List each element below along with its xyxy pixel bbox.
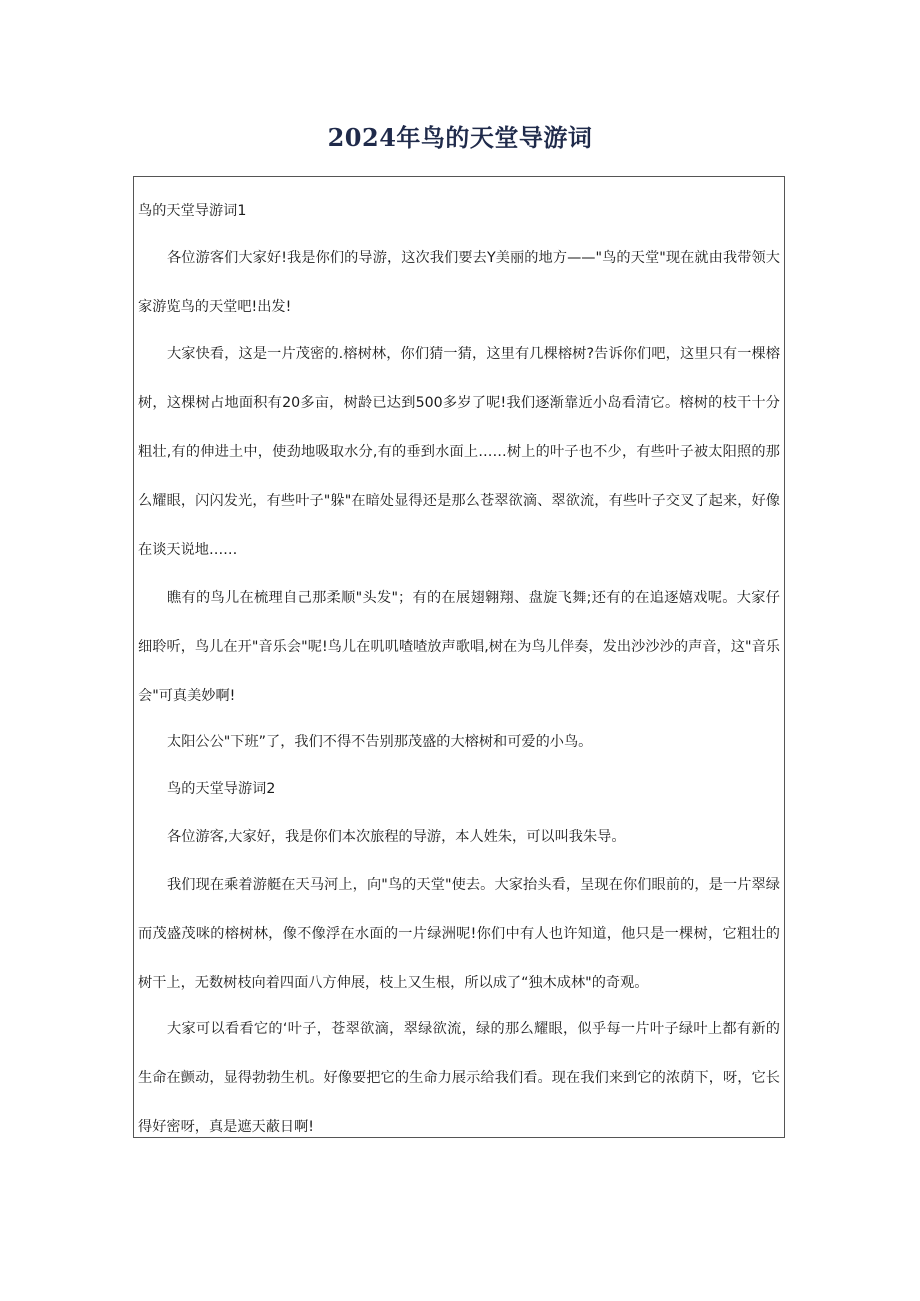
section-heading-1: 鸟的天堂导游词1 — [138, 203, 247, 219]
paragraph-5: 各位游客,大家好，我是你们本次旅程的导游，本人姓朱，可以叫我朱导。 — [167, 829, 626, 845]
paragraph-2: 大家快看，这是一片茂密的.榕树林，你们猜一猜，这里有几棵榕树?告诉你们吧，这里只有一棵榕树，这棵树占地面积有20多亩，树龄已达到500多岁了呢!我们逐渐靠近小岛看清它。榕树的枝干十分粗壮,有的伸进土中，使劲地吸取水分,有的垂到水面上……树上的叶子也不少，有些叶子被太阳照的那么耀眼，闪闪发光，有些叶子"躲"在暗处显得还是那么苍翠欲滴、翠欲流，有些叶子交叉了起来，好像在谈天说地…… — [138, 346, 780, 558]
paragraph-1: 各位游客们大家好!我是你们的导游，这次我们要去Y美丽的地方——"鸟的天堂"现在就由我带领大家游览鸟的天堂吧!出发! — [138, 250, 780, 315]
paragraph-4: 太阳公公"下班”了，我们不得不告别那茂盛的大榕树和可爱的小鸟。 — [167, 734, 593, 750]
paragraph-6: 我们现在乘着游艇在天马河上，向"鸟的天堂"使去。大家抬头看，呈现在你们眼前的，是一片翠绿而茂盛茂咪的榕树林，像不像浮在水面的一片绿洲呢!你们中有人也许知道，他只是一棵树，它粗壮的树干上，无数树枝向着四面八方伸展，枝上又生根，所以成了“独木成林"的奇观。 — [138, 877, 780, 991]
paragraph-7: 大家可以看看它的‘叶子，苍翠欲滴，翠绿欲流，绿的那么耀眼，似乎每一片叶子绿叶上都有新的生命在颤动，显得勃勃生机。好像要把它的生命力展示给我们看。现在我们来到它的浓荫下，呀，它长得好密呀，真是遮天蔽日啊! — [138, 1021, 780, 1135]
document-content-box — [133, 176, 785, 1138]
document-title: 2024年鸟的天堂导游词 — [327, 123, 593, 152]
paragraph-3: 瞧有的鸟儿在梳理自己那柔顺"头发"；有的在展翅翱翔、盘旋飞舞;还有的在追逐嬉戏呢。大家仔细聆听，鸟儿在开"音乐会"呢!鸟儿在叽叽喳喳放声歌唱,树在为鸟儿伴奏，发出沙沙沙的声音，这"音乐会"可真美妙啊! — [138, 590, 780, 704]
section-heading-2: 鸟的天堂导游词2 — [167, 781, 276, 797]
